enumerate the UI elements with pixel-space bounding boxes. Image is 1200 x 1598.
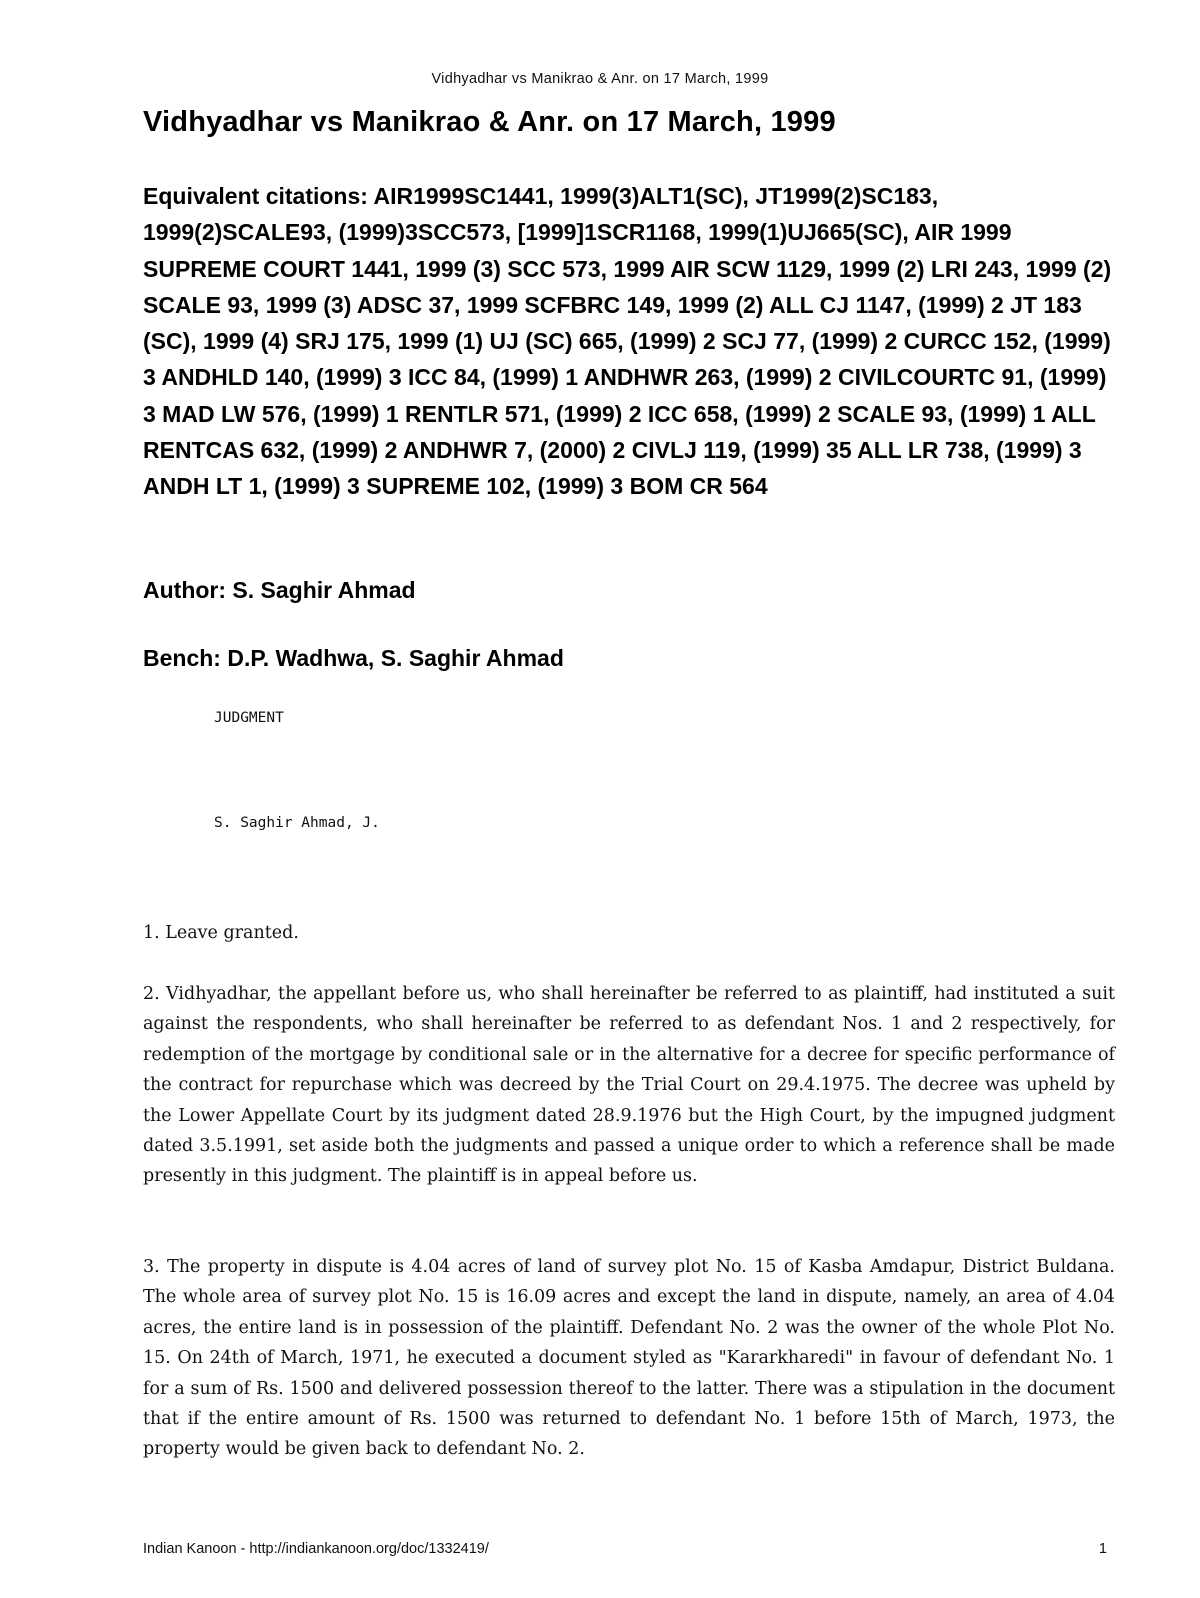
judgment-label: JUDGMENT bbox=[214, 710, 284, 726]
document-title: Vidhyadhar vs Manikrao & Anr. on 17 March, 1999 bbox=[143, 106, 836, 138]
citations-list: AIR1999SC1441, 1999(3)ALT1(SC), JT1999(2)SC183, 1999(2)SCALE93, (1999)3SCC573, [1999]1SCR1168, 1999(1)UJ665(SC), AIR 1999 SUPREME COURT 1441, 1999 (3) SCC 573, 1999 AIR SCW 1129, 1999 (2) LRI 243, 1999 (2) SCALE 93, 1999 (3) ADSC 37, 1999 SCFBRC 149, 1999 (2) ALL CJ 1147, (1999) 2 JT 183 (SC), 1999 (4) SRJ 175, 1999 (1) UJ (SC) 665, (1999) 2 SCJ 77, (1999) 2 CURCC 152, (1999) 3 ANDHLD 140, (1999) 3 ICC 84, (1999) 1 ANDHWR 263, (1999) 2 CIVILCOURTC 91, (1999) 3 MAD LW 576, (1999) 1 RENTLR 571, (1999) 2 ICC 658, (1999) 2 SCALE 93, (1999) 1 ALL RENTCAS 632, (1999) 2 ANDHWR 7, (2000) 2 CIVLJ 119, (1999) 35 ALL LR 738, (1999) 3 ANDH LT 1, (1999) 3 SUPREME 102, (1999) 3 BOM CR 564 bbox=[143, 183, 1112, 500]
footer-source-link[interactable]: Indian Kanoon - http://indiankanoon.org/doc/1332419/ bbox=[143, 1541, 489, 1557]
bench-line: Bench: D.P. Wadhwa, S. Saghir Ahmad bbox=[143, 645, 564, 671]
author-line: Author: S. Saghir Ahmad bbox=[143, 577, 416, 603]
running-header: Vidhyadhar vs Manikrao & Anr. on 17 March, 1999 bbox=[431, 71, 769, 87]
paragraph-2: 2. Vidhyadhar, the appellant before us, who shall hereinafter be referred to as plaintiff, had instituted a suit against the respondents, who shall hereinafter be referred to as defendant Nos. 1 and 2 respectively, for redemption of the mortgage by conditional sale or in the alternative for a decree for specific performance of the contract for repurchase which was decreed by the Trial Court on 29.4.1975. The decree was upheld by the Lower Appellate Court by its judgment dated 28.9.1976 but the High Court, by the impugned judgment dated 3.5.1991, set aside both the judgments and passed a unique order to which a reference shall be made presently in this judgment. The plaintiff is in appeal before us. bbox=[143, 984, 1115, 1187]
equivalent-citations bbox=[143, 178, 1115, 505]
judge-line: S. Saghir Ahmad, J. bbox=[214, 815, 380, 831]
citations-label: Equivalent citations: bbox=[143, 183, 368, 209]
paragraph-3: 3. The property in dispute is 4.04 acres of land of survey plot No. 15 of Kasba Amdapur, District Buldana. The whole area of survey plot No. 15 is 16.09 acres and except the land in dispute, namely, an area of 4.04 acres, the entire land is in possession of the plaintiff. Defendant No. 2 was the owner of the whole Plot No. 15. On 24th of March, 1971, he executed a document styled as "Kararkharedi" in favour of defendant No. 1 for a sum of Rs. 1500 and delivered possession thereof to the latter. There was a stipulation in the document that if the entire amount of Rs. 1500 was returned to defendant No. 1 before 15th of March, 1973, the property would be given back to defendant No. 2. bbox=[143, 1257, 1115, 1460]
paragraph-1: 1. Leave granted. bbox=[143, 923, 299, 943]
page-number: 1 bbox=[1098, 1541, 1107, 1557]
